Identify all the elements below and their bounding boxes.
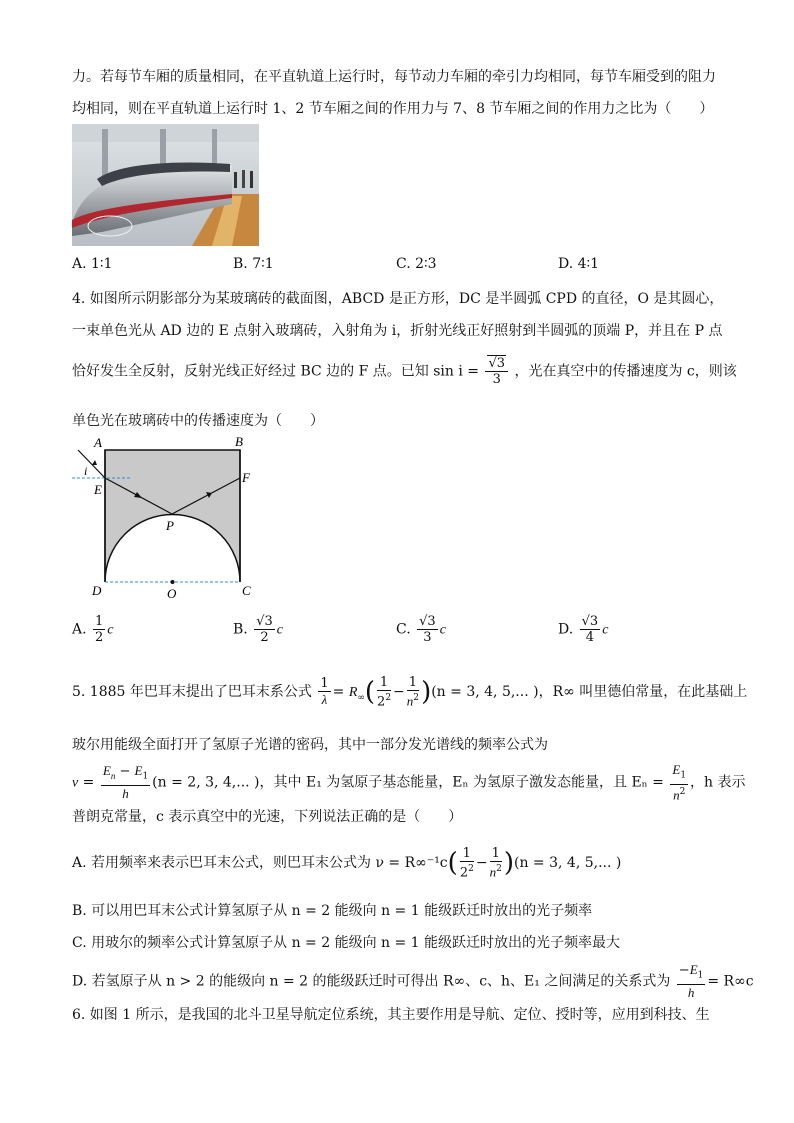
q4-text-line3: 恰好发生全反射，反射光线正好经过 BC 边的 F 点。已知 sin i = $\frac{√3}{3}$ ，光在真空中的传播速度为 c，则该	[72, 356, 737, 387]
q4-option-c: C. $\frac{√3}{3}$ c	[396, 614, 446, 645]
label-A: A	[94, 435, 102, 450]
label-D: D	[92, 583, 102, 598]
q3-text-line1: 力。若每节车厢的质量相同，在平直轨道上运行时，每节动力车厢的牵引力均相同，每节车厢受到的阻力	[72, 69, 716, 85]
q6-text-line1: 6. 如图 1 所示，是我国的北斗卫星导航定位系统，其主要作用是导航、定位、授时等，应用到科技、生	[72, 1007, 710, 1023]
label-B: B	[235, 434, 243, 449]
q4-text-line1: 4. 如图所示阴影部分为某玻璃砖的截面图，ABCD 是正方形，DC 是半圆弧 CPD 的直径，O 是其圆心，	[72, 291, 724, 307]
q3-option-c: C. 2∶3	[396, 256, 437, 272]
glass-brick-diagram	[70, 432, 270, 602]
q5-option-c: C. 用玻尔的频率公式计算氢原子从 n = 2 能级向 n = 1 能级跃迁时放出的光子频率最大	[72, 935, 621, 951]
q4-option-a: A. $\frac{1}{2}$ c	[72, 614, 114, 645]
q5-option-b: B. 可以用巴耳末公式计算氢原子从 n = 2 能级向 n = 1 能级跃迁时放出的光子频率	[72, 903, 593, 919]
q5-text-line3: ν = $\frac{E_n - E_1}{h}$ (n = 2, 3, 4,... )，其中 E₁ 为氢原子基态能量，Eₙ 为氢原子激发态能量，且 Eₙ = $\frac{E_1}{n^2}$ ，h 表示	[72, 762, 746, 802]
q4-text-line4: 单色光在玻璃砖中的传播速度为（ ）	[72, 413, 324, 429]
q3-option-b: B. 7∶1	[233, 256, 274, 272]
q3-text-line2: 均相同，则在平直轨道上运行时 1、2 节车厢之间的作用力与 7、8 节车厢之间的作用力之比为（ ）	[72, 101, 714, 117]
q4-option-b: B. $\frac{√3}{2}$ c	[233, 614, 283, 645]
q5-option-d: D. 若氢原子从 n > 2 的能级向 n = 2 的能级跃迁时可得出 R∞、c、h、E₁ 之间满足的关系式为 $\frac{-E_1}{h}$ = R∞c	[72, 962, 754, 1000]
q3-option-a: A. 1∶1	[72, 256, 113, 272]
label-C: C	[242, 583, 251, 598]
q5-option-a: A. 若用频率来表示巴耳末公式，则巴耳末公式为 ν = R∞⁻¹c( $\frac{1}{2^2}$ − $\frac{1}{n^2}$ )(n = 3, 4, 5,... )	[72, 846, 622, 881]
train-photo	[72, 124, 259, 246]
q5-text-line1: 5. 1885 年巴耳末提出了巴耳末系公式 $\frac{1}{\lambda}$ = $R_\infty$( $\frac{1}{2^2}$ − $\frac{1}{n^2}$ )(n = 3, 4, 5,... )，R∞ 叫里德伯常量，在此基础上	[72, 675, 748, 710]
q3-option-d: D. 4∶1	[558, 256, 600, 272]
label-O: O	[167, 586, 177, 601]
q5-text-line2: 玻尔用能级全面打开了氢原子光谱的密码，其中一部分发光谱线的频率公式为	[72, 737, 548, 753]
q4-text-line2: 一束单色光从 AD 边的 E 点射入玻璃砖，入射角为 i，折射光线正好照射到半圆弧的顶端 P，并且在 P 点	[72, 323, 723, 339]
label-P: P	[166, 518, 174, 533]
label-F: F	[242, 470, 250, 485]
label-i: i	[84, 464, 88, 478]
q4-option-d: D. $\frac{√3}{4}$ c	[558, 614, 609, 645]
q5-text-line4: 普朗克常量，c 表示真空中的光速，下列说法正确的是（ ）	[72, 809, 463, 825]
label-E: E	[94, 482, 102, 497]
